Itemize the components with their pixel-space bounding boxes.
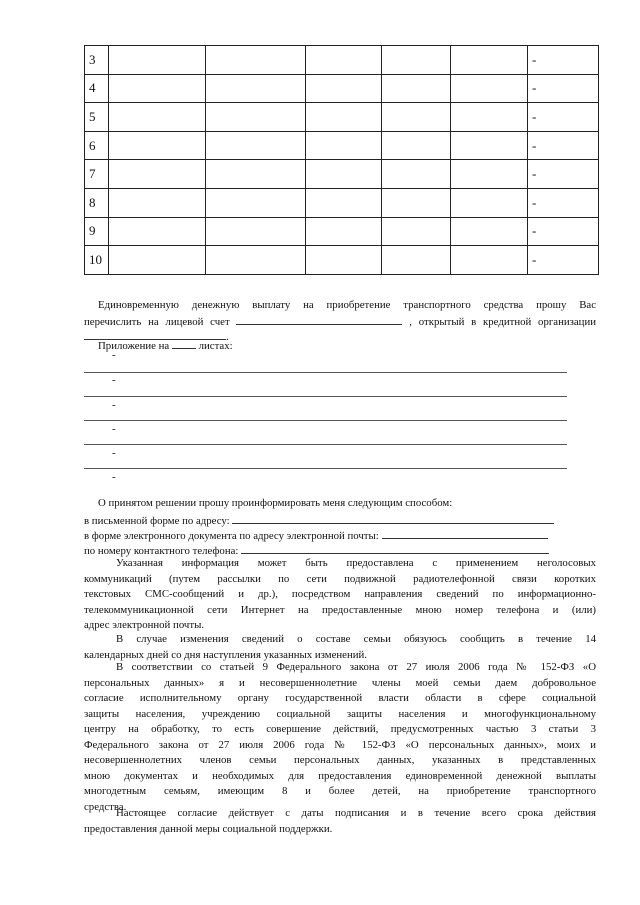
attachment-dash: - — [112, 447, 116, 459]
paragraph-line: центру на обработку, то есть совершение действий, предусмотренных частью 3 статьи 3 — [84, 723, 596, 735]
table-cell[interactable] — [206, 217, 306, 246]
table-cell[interactable] — [382, 74, 451, 103]
paragraph-line: предоставления данной меры социальной поддержки. — [84, 822, 333, 835]
table-cell[interactable] — [382, 217, 451, 246]
table-cell[interactable] — [109, 246, 206, 275]
table-row — [85, 131, 599, 160]
table-cell[interactable] — [109, 160, 206, 189]
paragraph-line: В соответствии со статьей 9 Федерального закона от 27 июля 2006 года № 152-ФЗ «О — [116, 661, 596, 673]
table-cell[interactable] — [382, 160, 451, 189]
sheets-count-field[interactable] — [172, 337, 196, 349]
paragraph-line: Указанная информация может быть предоставлена с применением неголосовых — [116, 557, 596, 569]
table-cell[interactable] — [382, 246, 451, 275]
table-row — [85, 188, 599, 217]
table-cell[interactable] — [451, 46, 528, 75]
row-last-cell[interactable]: - — [528, 46, 599, 75]
row-last-cell[interactable]: - — [528, 217, 599, 246]
table-row — [85, 246, 599, 275]
account-number-field[interactable] — [236, 313, 402, 325]
table-cell[interactable] — [382, 131, 451, 160]
paragraph-line: календарных дней со дня наступления указанных изменений. — [84, 648, 367, 661]
notify-heading: О принятом решении прошу проинформировать меня следующим способом: — [98, 497, 453, 509]
paragraph-line: защиты населения, учреждению социальной защиты населения и многофункциональному — [84, 707, 596, 720]
attachment-line-4[interactable] — [84, 444, 567, 445]
table-cell[interactable] — [206, 131, 306, 160]
attachment-suffix: листах: — [198, 340, 233, 352]
row-number: 8 — [85, 188, 109, 217]
row-last-cell[interactable]: - — [528, 131, 599, 160]
attachment-dash: - — [112, 423, 116, 435]
row-number: 7 — [85, 160, 109, 189]
postal-address-field[interactable] — [232, 512, 554, 524]
table-cell[interactable] — [306, 246, 382, 275]
table-cell[interactable] — [451, 246, 528, 275]
attachment-dash: - — [112, 399, 116, 411]
paragraph-line: В случае изменения сведений о составе семьи обязуюсь сообщить в течение 14 — [116, 633, 596, 645]
table-cell[interactable] — [451, 188, 528, 217]
row-last-cell[interactable]: - — [528, 188, 599, 217]
table-cell[interactable] — [306, 160, 382, 189]
payment-bank-label: , открытый в кредитной организации — [409, 316, 597, 328]
row-last-cell[interactable]: - — [528, 160, 599, 189]
table-cell[interactable] — [382, 46, 451, 75]
table-cell[interactable] — [306, 46, 382, 75]
table-cell[interactable] — [109, 131, 206, 160]
payment-account-label: перечислить на лицевой счет — [84, 316, 230, 328]
table-cell[interactable] — [206, 46, 306, 75]
table-row — [85, 46, 599, 75]
attachment-line-1[interactable] — [84, 372, 567, 373]
attachment-dash: - — [112, 374, 116, 386]
table-row — [85, 103, 599, 132]
table-cell[interactable] — [306, 131, 382, 160]
paragraph-line: Федерального закона от 27 июля 2006 года № 152-ФЗ «О персональных данных», моих и — [84, 738, 596, 751]
table-cell[interactable] — [306, 103, 382, 132]
row-last-cell[interactable]: - — [528, 246, 599, 275]
table-cell[interactable] — [306, 74, 382, 103]
table-cell[interactable] — [206, 103, 306, 132]
table-cell[interactable] — [109, 74, 206, 103]
paragraph-line: адрес электронной почты. — [84, 619, 205, 631]
notify-phone-label: по номеру контактного телефона: — [84, 545, 239, 557]
row-number: 10 — [85, 246, 109, 275]
attachment-dash: - — [112, 349, 116, 361]
table-cell[interactable] — [109, 46, 206, 75]
table-cell[interactable] — [206, 188, 306, 217]
table-cell[interactable] — [451, 217, 528, 246]
table-cell[interactable] — [451, 160, 528, 189]
payment-line-3: . — [84, 328, 229, 346]
attachment-line-2[interactable] — [84, 396, 567, 397]
attachment-line — [98, 337, 233, 355]
table-row — [85, 217, 599, 246]
table-cell[interactable] — [382, 103, 451, 132]
table-cell[interactable] — [451, 74, 528, 103]
attachment-line-5[interactable] — [84, 468, 567, 469]
row-last-cell[interactable]: - — [528, 74, 599, 103]
row-number: 9 — [85, 217, 109, 246]
table-cell[interactable] — [306, 188, 382, 217]
attachment-prefix: Приложение на — [98, 340, 170, 352]
attachment-line-3[interactable] — [84, 420, 567, 421]
row-number: 4 — [85, 74, 109, 103]
table-cell[interactable] — [451, 131, 528, 160]
attachment-dash: - — [112, 471, 116, 483]
table-cell[interactable] — [109, 103, 206, 132]
table-row — [85, 74, 599, 103]
row-last-cell[interactable]: - — [528, 103, 599, 132]
notify-written-label: в письменной форме по адресу: — [84, 515, 230, 527]
notify-email-label: в форме электронного документа по адресу электронной почты: — [84, 530, 379, 542]
table-cell[interactable] — [206, 160, 306, 189]
family-members-table — [84, 45, 599, 275]
table-cell[interactable] — [109, 217, 206, 246]
row-number: 3 — [85, 46, 109, 75]
table-cell[interactable] — [382, 188, 451, 217]
paragraph-line: многодетным семьям, имеющим 8 и более детей, на приобретение транспортного — [84, 785, 596, 797]
table-cell[interactable] — [206, 246, 306, 275]
paragraph-line: согласие исполнительному органу государственной власти области в сфере социальной — [84, 692, 596, 704]
phone-field[interactable] — [241, 542, 549, 554]
payment-line-1: Единовременную денежную выплату на приобретение транспортного средства прошу Вас — [98, 299, 596, 311]
paragraph-line: текстовых СМС-сообщений и др.), посредством направления сведений по информационно- — [84, 588, 596, 600]
table-row — [85, 160, 599, 189]
table-cell[interactable] — [206, 74, 306, 103]
paragraph-line: телекоммуникационной сети Интернет на предоставленные мною номер телефона и (или) — [84, 603, 596, 616]
paragraph-line: несовершеннолетних членов семьи персональных данных, указанных в представленных — [84, 754, 596, 766]
row-number: 6 — [85, 131, 109, 160]
email-field[interactable] — [382, 527, 548, 539]
paragraph-line: средства. — [84, 800, 127, 813]
paragraph-line: мною документах и необходимых для предоставления единовременной денежной выплаты — [84, 769, 596, 782]
paragraph-line: Настоящее согласие действует с даты подписания и в течение всего срока действия — [116, 807, 596, 819]
row-number: 5 — [85, 103, 109, 132]
table-cell[interactable] — [451, 103, 528, 132]
paragraph-line: персональных данных» я и несовершеннолетние члены моей семьи даем добровольное — [84, 676, 596, 689]
table-cell[interactable] — [306, 217, 382, 246]
table-cell[interactable] — [109, 188, 206, 217]
paragraph-line: коммуникаций (путем рассылки по сети подвижной радиотелефонной связи коротких — [84, 572, 596, 585]
